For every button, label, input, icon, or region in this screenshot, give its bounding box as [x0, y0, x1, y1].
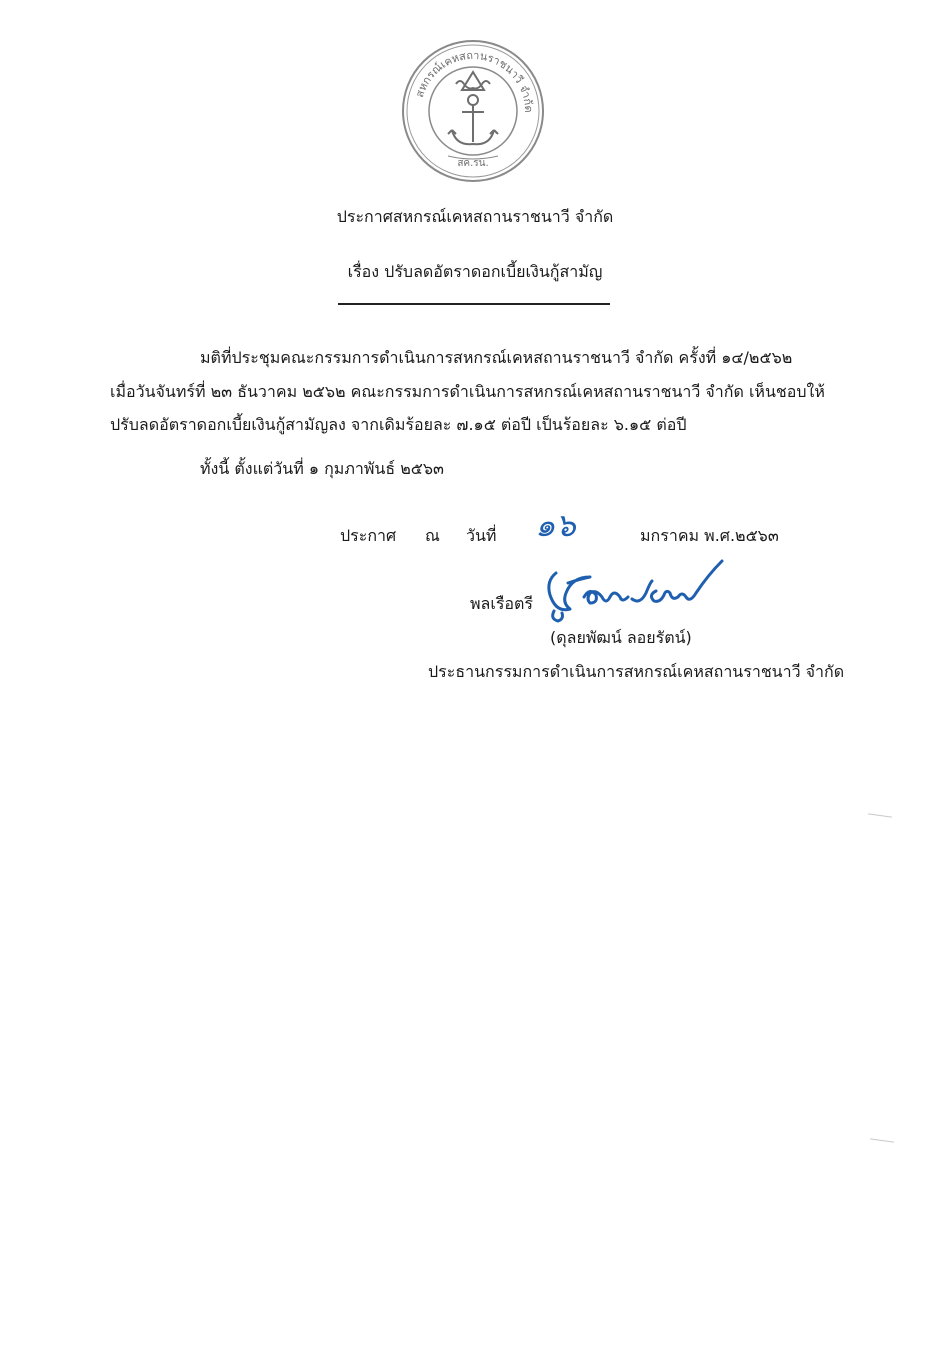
signatory-name: (ดุลยพัฒน์ ลอยรัตน์): [550, 628, 692, 647]
handwritten-day: ๑๖: [535, 506, 576, 544]
scan-artifact: [870, 1138, 894, 1142]
body-line-1: มติที่ประชุมคณะกรรมการดำเนินการสหกรณ์เคหสถานราชนาวี จำกัด ครั้งที่ ๑๔/๒๕๖๒: [200, 348, 793, 367]
announced-label: ประกาศ: [340, 526, 397, 545]
effective-date-line: ทั้งนี้ ตั้งแต่วันที่ ๑ กุมภาพันธ์ ๒๕๖๓: [200, 459, 444, 478]
at-label: ณ: [425, 526, 440, 545]
month-year-label: มกราคม พ.ศ.๒๕๖๓: [640, 526, 779, 545]
subject-line: เรื่อง ปรับลดอัตราดอกเบี้ยเงินกู้สามัญ: [347, 262, 603, 281]
rank-label: พลเรือตรี: [470, 594, 534, 613]
seal-ring-text: สหกรณ์เคหสถานราชนาวี จำกัด: [413, 48, 536, 113]
day-label: วันที่: [466, 526, 497, 545]
body-line-3: ปรับลดอัตราดอกเบี้ยเงินกู้สามัญลง จากเดิมร้อยละ ๗.๑๕ ต่อปี เป็นร้อยละ ๖.๑๕ ต่อปี: [110, 415, 687, 434]
title-underline: [338, 303, 610, 305]
seal-bottom-text: สค.รน.: [457, 158, 489, 169]
handwritten-signature: [540, 553, 730, 625]
anchor-icon: [448, 72, 498, 144]
announcement-title: ประกาศสหกรณ์เคหสถานราชนาวี จำกัด: [336, 207, 614, 226]
scan-artifact: [868, 813, 892, 817]
body-line-2: เมื่อวันจันทร์ที่ ๒๓ ธันวาคม ๒๕๖๒ คณะกรรมการดำเนินการสหกรณ์เคหสถานราชนาวี จำกัด เห็นชอบให้: [110, 382, 825, 401]
signatory-position: ประธานกรรมการดำเนินการสหกรณ์เคหสถานราชนาวี จำกัด: [428, 662, 845, 681]
cooperative-seal: [400, 38, 546, 184]
